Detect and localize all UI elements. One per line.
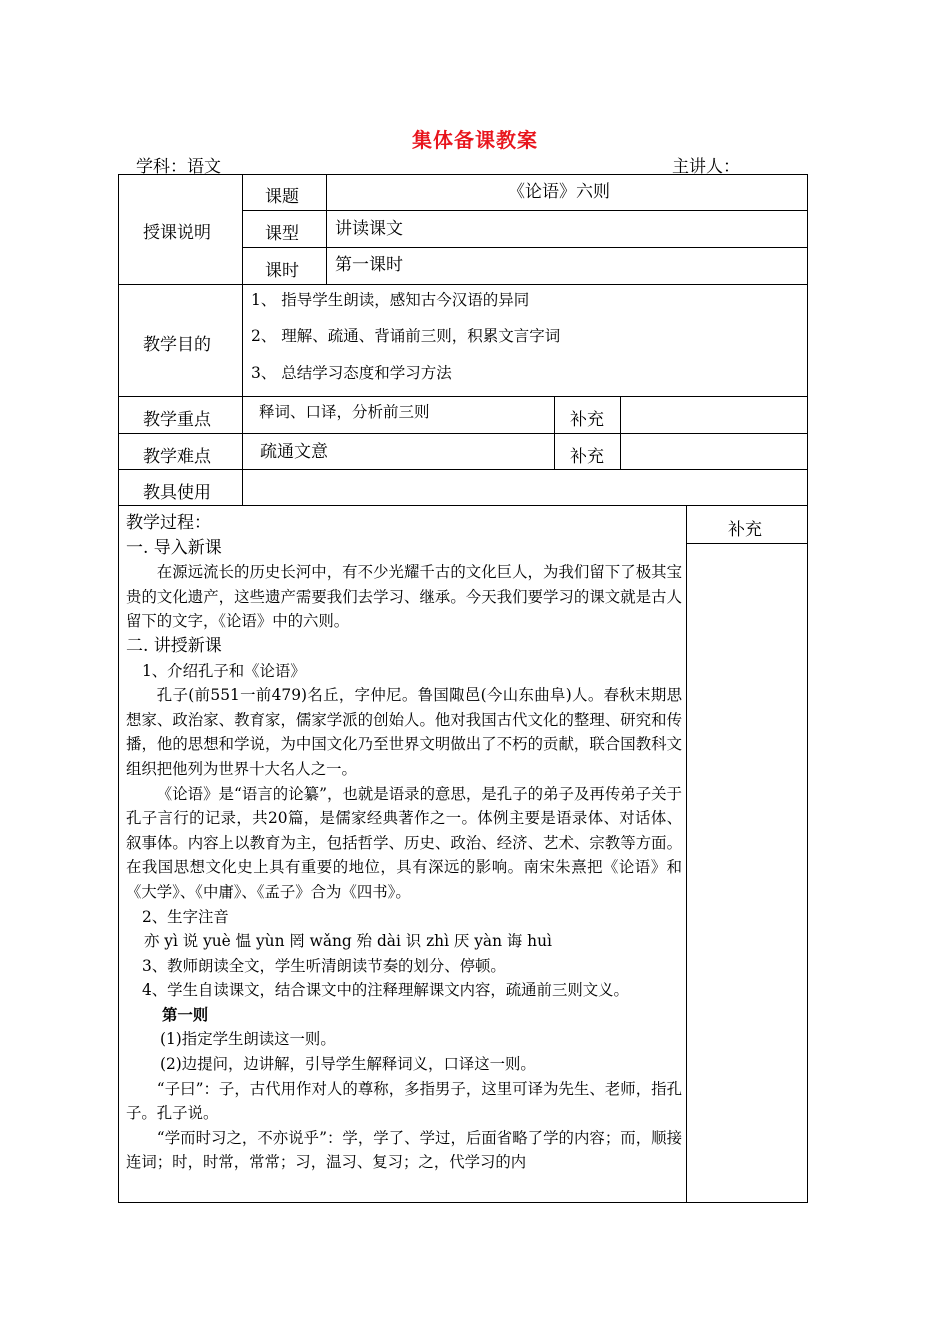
divider bbox=[118, 469, 808, 470]
paragraph: “子曰”：子，古代用作对人的尊称，多指男子，这里可译为先生、老师，指孔子。孔子说。 bbox=[126, 1079, 682, 1123]
paragraph: 在源远流长的历史长河中，有不少光耀千古的文化巨人，为我们留下了极其宝贵的文化遗产，这些遗产需要我们去学习、继承。今天我们要学习的课文就是古人留下的文字，《论语》中的六则。 bbox=[126, 563, 682, 631]
step-item: (1)指定学生朗读这一则。 bbox=[160, 1030, 336, 1049]
info-label-type: 课型 bbox=[265, 224, 299, 244]
info-value-period: 第一课时 bbox=[335, 255, 403, 275]
pinyin-line: 亦 yì 说 yuè 愠 yùn 罔 wǎng 殆 dài 识 zhì 厌 yàn 诲 huì bbox=[144, 932, 552, 951]
objective-item: 3、 总结学习态度和学习方法 bbox=[251, 364, 452, 382]
info-value-topic: 《论语》六则 bbox=[508, 182, 610, 202]
divider bbox=[118, 396, 808, 397]
divider bbox=[554, 396, 555, 469]
info-label-period: 课时 bbox=[265, 261, 299, 281]
objective-item: 1、 指导学生朗读，感知古今汉语的异同 bbox=[251, 291, 530, 309]
divider bbox=[620, 396, 621, 469]
speaker-label: 主讲人： bbox=[672, 157, 740, 177]
difficulties-label: 教学难点 bbox=[143, 447, 211, 467]
divider bbox=[326, 174, 327, 284]
part-heading: 第一则 bbox=[162, 1005, 209, 1024]
key-points-value: 释词、口译，分析前三则 bbox=[259, 403, 430, 421]
divider bbox=[242, 174, 243, 506]
step-item: (2)边提问，边讲解，引导学生解释词义，口译这一则。 bbox=[160, 1055, 536, 1074]
subsection-heading: 1、介绍孔子和《论语》 bbox=[142, 661, 306, 680]
info-value-type: 讲读课文 bbox=[335, 219, 403, 239]
paragraph: 孔子(前551一前479)名丘，字仲尼。鲁国陬邑(今山东曲阜)人。春秋末期思想家、政治家、教育家，儒家学派的创始人。他对我国古代文化的整理、研究和传播，他的思想和学说，为中国文化乃至世界文明做出了不朽的贡献，联合国教科文组织把他列为世界十大名人之一。 bbox=[126, 686, 682, 778]
tools-label: 教具使用 bbox=[143, 483, 211, 503]
divider bbox=[118, 433, 808, 434]
info-label-topic: 课题 bbox=[265, 187, 299, 207]
process-supp-label: 补充 bbox=[728, 520, 762, 540]
section-heading: 二. 讲授新课 bbox=[126, 635, 222, 656]
subsection-heading: 3、教师朗读全文，学生听清朗读节奏的划分、停顿。 bbox=[142, 956, 506, 975]
divider bbox=[686, 506, 687, 1203]
info-section-label: 授课说明 bbox=[143, 223, 211, 243]
difficulties-value: 疏通文意 bbox=[260, 442, 328, 462]
objectives-label: 教学目的 bbox=[143, 335, 211, 355]
process-heading: 教学过程： bbox=[126, 513, 211, 533]
paragraph: 《论语》是“语言的论纂”，也就是语录的意思，是孔子的弟子及再传弟子关于孔子言行的记录，共20篇，是儒家经典著作之一。体例主要是语录体、对话体、叙事体。内容上以教育为主，包括哲学、历史、政治、经济、艺术、宗教等方面。在我国思想文化史上具有重要的地位，具有深远的影响。南宋朱熹把《论语》和《大学》、《中庸》、《孟子》合为《四书》。 bbox=[126, 784, 682, 901]
subsection-heading: 4、学生自读课文，结合课文中的注释理解课文内容，疏通前三则文义。 bbox=[142, 981, 629, 1000]
paragraph: “学而时习之，不亦说乎”：学，学了、学过，后面省略了学的内容；而，顺接连词；时，时常，常常；习，温习、复习；之，代学习的内 bbox=[126, 1128, 682, 1172]
section-heading: 一. 导入新课 bbox=[126, 537, 222, 558]
difficulties-supp-label: 补充 bbox=[570, 447, 604, 467]
subject-label: 学科：语文 bbox=[136, 157, 221, 177]
key-points-label: 教学重点 bbox=[143, 410, 211, 430]
divider bbox=[118, 284, 808, 285]
subsection-heading: 2、生字注音 bbox=[142, 907, 229, 926]
key-points-supp-label: 补充 bbox=[570, 410, 604, 430]
teaching-process bbox=[126, 511, 682, 1175]
page-title: 集体备课教案 bbox=[412, 128, 538, 152]
divider bbox=[686, 543, 808, 544]
objective-item: 2、 理解、疏通、背诵前三则，积累文言字词 bbox=[251, 327, 561, 345]
